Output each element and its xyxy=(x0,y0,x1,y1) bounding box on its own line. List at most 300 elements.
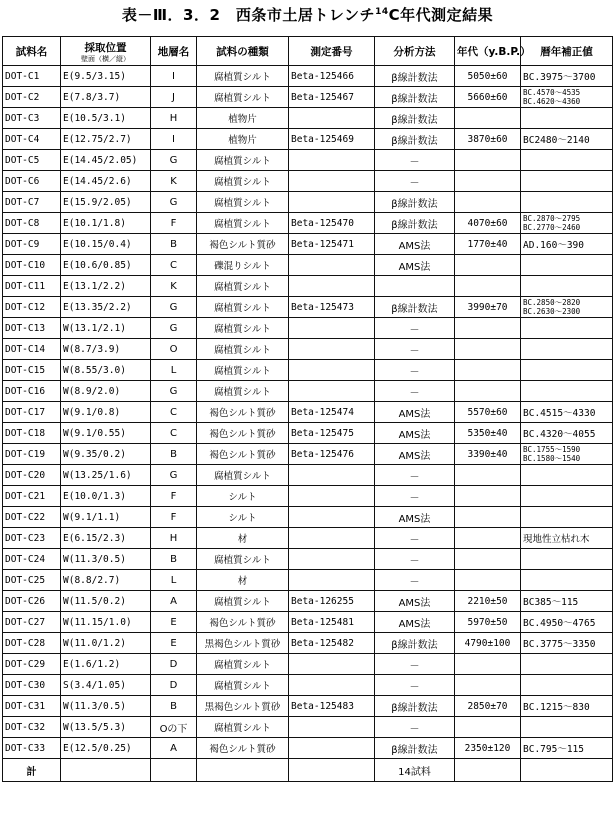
kind-cell: 腐植質シルト xyxy=(197,192,289,213)
sample-name-cell: DOT-C5 xyxy=(3,150,61,171)
age-cell: 2210±50 xyxy=(455,591,521,612)
age-cell xyxy=(455,549,521,570)
layer-cell: Oの下 xyxy=(151,717,197,738)
method-cell: β線計数法 xyxy=(375,738,455,759)
calibrated-cell xyxy=(521,318,613,339)
table-row xyxy=(3,591,613,612)
table-row xyxy=(3,423,613,444)
measurement-number-cell: Beta-125470 xyxy=(289,213,375,234)
position-cell: E(9.5/3.15) xyxy=(61,66,151,87)
header-number: 測定番号 xyxy=(289,37,375,66)
measurement-number-cell: Beta-125481 xyxy=(289,612,375,633)
table-row xyxy=(3,66,613,87)
method-cell: AMS法 xyxy=(375,234,455,255)
calibrated-range-a: BC.4570～4535 xyxy=(523,88,581,97)
kind-cell: 植物片 xyxy=(197,108,289,129)
age-cell: 2850±70 xyxy=(455,696,521,717)
calibrated-cell: BC2480～2140 xyxy=(521,129,613,150)
header-calibrated: 暦年補正値 xyxy=(521,37,613,66)
position-cell: W(13.5/5.3) xyxy=(61,717,151,738)
measurement-number-cell xyxy=(289,465,375,486)
layer-cell: G xyxy=(151,150,197,171)
age-cell xyxy=(455,255,521,276)
table-row xyxy=(3,444,613,465)
age-cell: 4070±60 xyxy=(455,213,521,234)
age-cell: 4790±100 xyxy=(455,633,521,654)
kind-cell: 腐植質シルト xyxy=(197,381,289,402)
layer-cell: C xyxy=(151,423,197,444)
layer-cell: E xyxy=(151,633,197,654)
calibrated-cell: AD.160～390 xyxy=(521,234,613,255)
layer-cell: I xyxy=(151,129,197,150)
table-row xyxy=(3,129,613,150)
method-cell: － xyxy=(375,150,455,171)
sample-name-cell: DOT-C19 xyxy=(3,444,61,465)
sample-name-cell: DOT-C4 xyxy=(3,129,61,150)
method-cell: AMS法 xyxy=(375,255,455,276)
table-row xyxy=(3,654,613,675)
header-position-sub: 壁面（横／縦） xyxy=(81,54,130,63)
position-cell: W(13.25/1.6) xyxy=(61,465,151,486)
calibrated-cell: BC.3975～3700 xyxy=(521,66,613,87)
age-cell xyxy=(455,507,521,528)
table-row xyxy=(3,150,613,171)
measurement-number-cell xyxy=(289,255,375,276)
position-cell: W(11.3/0.5) xyxy=(61,549,151,570)
sample-name-cell: DOT-C29 xyxy=(3,654,61,675)
position-cell: E(12.75/2.7) xyxy=(61,129,151,150)
total-row xyxy=(3,759,613,782)
sample-name-cell: DOT-C20 xyxy=(3,465,61,486)
table-row xyxy=(3,171,613,192)
calibrated-cell: BC.4515～4330 xyxy=(521,402,613,423)
table-row xyxy=(3,717,613,738)
sample-name-cell: DOT-C16 xyxy=(3,381,61,402)
calibrated-cell: BC.4950～4765 xyxy=(521,612,613,633)
measurement-number-cell xyxy=(289,171,375,192)
kind-cell: 腐植質シルト xyxy=(197,150,289,171)
sample-name-cell: DOT-C32 xyxy=(3,717,61,738)
sample-name-cell: DOT-C28 xyxy=(3,633,61,654)
calibrated-cell xyxy=(521,171,613,192)
method-cell: － xyxy=(375,171,455,192)
kind-cell: 腐植質シルト xyxy=(197,318,289,339)
method-cell: － xyxy=(375,339,455,360)
calibrated-cell xyxy=(521,465,613,486)
position-cell: E(10.1/1.8) xyxy=(61,213,151,234)
position-cell: W(9.1/0.55) xyxy=(61,423,151,444)
layer-cell: D xyxy=(151,654,197,675)
method-cell: AMS法 xyxy=(375,591,455,612)
calibrated-cell: BC.3775～3350 xyxy=(521,633,613,654)
measurement-number-cell xyxy=(289,108,375,129)
table-row xyxy=(3,234,613,255)
kind-cell: 礫混りシルト xyxy=(197,255,289,276)
method-cell: β線計数法 xyxy=(375,297,455,318)
age-cell: 5660±60 xyxy=(455,87,521,108)
sample-name-cell: DOT-C30 xyxy=(3,675,61,696)
age-cell: 5970±50 xyxy=(455,612,521,633)
kind-cell: 褐色シルト質砂 xyxy=(197,444,289,465)
method-cell: β線計数法 xyxy=(375,87,455,108)
calibrated-cell: 現地性立枯れ木 xyxy=(521,528,613,549)
calibrated-cell xyxy=(521,486,613,507)
sample-name-cell: DOT-C12 xyxy=(3,297,61,318)
method-cell: AMS法 xyxy=(375,444,455,465)
kind-cell: 植物片 xyxy=(197,129,289,150)
sample-name-cell: DOT-C27 xyxy=(3,612,61,633)
header-method: 分析方法 xyxy=(375,37,455,66)
table-body xyxy=(3,66,613,759)
age-cell xyxy=(455,570,521,591)
method-cell: β線計数法 xyxy=(375,213,455,234)
layer-cell: D xyxy=(151,675,197,696)
table-row xyxy=(3,486,613,507)
measurement-number-cell: Beta-125483 xyxy=(289,696,375,717)
kind-cell: シルト xyxy=(197,486,289,507)
table-row xyxy=(3,255,613,276)
kind-cell: 褐色シルト質砂 xyxy=(197,612,289,633)
measurement-number-cell: Beta-125475 xyxy=(289,423,375,444)
method-cell: β線計数法 xyxy=(375,192,455,213)
position-cell: E(12.5/0.25) xyxy=(61,738,151,759)
total-empty-cell xyxy=(455,759,521,782)
layer-cell: B xyxy=(151,234,197,255)
calibrated-range-b: BC.4620～4360 xyxy=(523,97,581,106)
header-layer: 地層名 xyxy=(151,37,197,66)
method-cell: β線計数法 xyxy=(375,66,455,87)
layer-cell: B xyxy=(151,696,197,717)
position-cell: E(15.9/2.05) xyxy=(61,192,151,213)
calibrated-range-a: BC.2850～2820 xyxy=(523,298,581,307)
sample-name-cell: DOT-C33 xyxy=(3,738,61,759)
layer-cell: J xyxy=(151,87,197,108)
position-cell: E(10.0/1.3) xyxy=(61,486,151,507)
kind-cell: 材 xyxy=(197,528,289,549)
position-cell: E(7.8/3.7) xyxy=(61,87,151,108)
method-cell: β線計数法 xyxy=(375,633,455,654)
position-cell: E(13.35/2.2) xyxy=(61,297,151,318)
position-cell: E(10.15/0.4) xyxy=(61,234,151,255)
kind-cell: 黒褐色シルト質砂 xyxy=(197,696,289,717)
position-cell: W(9.35/0.2) xyxy=(61,444,151,465)
age-cell xyxy=(455,381,521,402)
kind-cell: 腐植質シルト xyxy=(197,549,289,570)
total-empty-cell xyxy=(197,759,289,782)
measurement-number-cell: Beta-125471 xyxy=(289,234,375,255)
age-cell xyxy=(455,465,521,486)
table-row xyxy=(3,297,613,318)
header-kind: 試料の種類 xyxy=(197,37,289,66)
layer-cell: E xyxy=(151,612,197,633)
sample-name-cell: DOT-C10 xyxy=(3,255,61,276)
sample-name-cell: DOT-C11 xyxy=(3,276,61,297)
kind-cell: 褐色シルト質砂 xyxy=(197,738,289,759)
kind-cell: 腐植質シルト xyxy=(197,465,289,486)
layer-cell: F xyxy=(151,486,197,507)
layer-cell: C xyxy=(151,402,197,423)
calibrated-cell xyxy=(521,339,613,360)
age-cell xyxy=(455,192,521,213)
position-cell: W(11.15/1.0) xyxy=(61,612,151,633)
kind-cell: 腐植質シルト xyxy=(197,360,289,381)
sample-name-cell: DOT-C8 xyxy=(3,213,61,234)
total-empty-cell xyxy=(289,759,375,782)
kind-cell: 褐色シルト質砂 xyxy=(197,423,289,444)
age-cell xyxy=(455,486,521,507)
table-row xyxy=(3,570,613,591)
layer-cell: G xyxy=(151,465,197,486)
table-row xyxy=(3,465,613,486)
measurement-number-cell xyxy=(289,549,375,570)
age-cell xyxy=(455,654,521,675)
age-cell xyxy=(455,675,521,696)
measurement-number-cell: Beta-125482 xyxy=(289,633,375,654)
layer-cell: O xyxy=(151,339,197,360)
measurement-number-cell xyxy=(289,486,375,507)
kind-cell: 腐植質シルト xyxy=(197,171,289,192)
method-cell: － xyxy=(375,360,455,381)
measurement-number-cell: Beta-125466 xyxy=(289,66,375,87)
sample-name-cell: DOT-C21 xyxy=(3,486,61,507)
calibrated-cell xyxy=(521,150,613,171)
table-row xyxy=(3,87,613,108)
age-cell xyxy=(455,150,521,171)
position-cell: E(10.6/0.85) xyxy=(61,255,151,276)
method-cell: － xyxy=(375,528,455,549)
method-cell: － xyxy=(375,381,455,402)
sample-name-cell: DOT-C14 xyxy=(3,339,61,360)
measurement-number-cell xyxy=(289,192,375,213)
kind-cell: 腐植質シルト xyxy=(197,654,289,675)
calibrated-cell: BC.795～115 xyxy=(521,738,613,759)
method-cell: AMS法 xyxy=(375,423,455,444)
table-row xyxy=(3,675,613,696)
header-position-label: 採取位置 xyxy=(84,41,127,54)
measurement-number-cell xyxy=(289,570,375,591)
table-row xyxy=(3,528,613,549)
sample-name-cell: DOT-C1 xyxy=(3,66,61,87)
sample-name-cell: DOT-C31 xyxy=(3,696,61,717)
sample-name-cell: DOT-C3 xyxy=(3,108,61,129)
calibrated-range-b: BC.1580～1540 xyxy=(523,454,581,463)
table-row xyxy=(3,192,613,213)
position-cell: E(10.5/3.1) xyxy=(61,108,151,129)
kind-cell: シルト xyxy=(197,507,289,528)
measurement-number-cell: Beta-125473 xyxy=(289,297,375,318)
calibrated-cell xyxy=(521,570,613,591)
layer-cell: L xyxy=(151,360,197,381)
calibrated-cell xyxy=(521,675,613,696)
layer-cell: L xyxy=(151,570,197,591)
measurement-number-cell xyxy=(289,318,375,339)
calibrated-cell xyxy=(521,213,613,234)
calibrated-cell xyxy=(521,255,613,276)
header-sample-name: 試料名 xyxy=(3,37,61,66)
calibrated-cell xyxy=(521,507,613,528)
kind-cell: 腐植質シルト xyxy=(197,87,289,108)
method-cell: － xyxy=(375,465,455,486)
table-row xyxy=(3,318,613,339)
calibrated-cell xyxy=(521,360,613,381)
measurement-number-cell xyxy=(289,339,375,360)
total-empty-cell xyxy=(521,759,613,782)
method-cell: － xyxy=(375,570,455,591)
method-cell: AMS法 xyxy=(375,612,455,633)
measurement-number-cell xyxy=(289,360,375,381)
layer-cell: C xyxy=(151,255,197,276)
title-superscript: 14 xyxy=(375,7,389,17)
age-cell xyxy=(455,318,521,339)
layer-cell: A xyxy=(151,738,197,759)
calibrated-cell: BC385～115 xyxy=(521,591,613,612)
calibrated-cell xyxy=(521,381,613,402)
layer-cell: H xyxy=(151,108,197,129)
position-cell: W(9.1/0.8) xyxy=(61,402,151,423)
layer-cell: F xyxy=(151,213,197,234)
position-cell: W(13.1/2.1) xyxy=(61,318,151,339)
kind-cell: 材 xyxy=(197,570,289,591)
table-row xyxy=(3,696,613,717)
position-cell: W(8.7/3.9) xyxy=(61,339,151,360)
age-cell xyxy=(455,717,521,738)
position-cell: W(8.55/3.0) xyxy=(61,360,151,381)
sample-name-cell: DOT-C25 xyxy=(3,570,61,591)
table-row xyxy=(3,339,613,360)
sample-name-cell: DOT-C2 xyxy=(3,87,61,108)
position-cell: W(8.9/2.0) xyxy=(61,381,151,402)
method-cell: － xyxy=(375,549,455,570)
kind-cell: 黒褐色シルト質砂 xyxy=(197,633,289,654)
kind-cell: 褐色シルト質砂 xyxy=(197,234,289,255)
table-row xyxy=(3,549,613,570)
method-cell xyxy=(375,276,455,297)
sample-name-cell: DOT-C23 xyxy=(3,528,61,549)
layer-cell: K xyxy=(151,276,197,297)
age-cell: 5050±60 xyxy=(455,66,521,87)
age-cell: 1770±40 xyxy=(455,234,521,255)
position-cell: E(14.45/2.6) xyxy=(61,171,151,192)
method-cell: β線計数法 xyxy=(375,129,455,150)
measurement-number-cell xyxy=(289,528,375,549)
position-cell: W(11.0/1.2) xyxy=(61,633,151,654)
method-cell: － xyxy=(375,654,455,675)
age-cell xyxy=(455,339,521,360)
layer-cell: B xyxy=(151,444,197,465)
table-row xyxy=(3,276,613,297)
header-age: 年代（y.B.P.） xyxy=(455,37,521,66)
position-cell: W(9.1/1.1) xyxy=(61,507,151,528)
sample-name-cell: DOT-C26 xyxy=(3,591,61,612)
position-cell: W(11.5/0.2) xyxy=(61,591,151,612)
position-cell: W(11.3/0.5) xyxy=(61,696,151,717)
age-cell xyxy=(455,108,521,129)
radiocarbon-results-table xyxy=(2,36,613,782)
table-row xyxy=(3,612,613,633)
calibrated-cell xyxy=(521,276,613,297)
age-cell xyxy=(455,171,521,192)
sample-name-cell: DOT-C17 xyxy=(3,402,61,423)
method-cell: － xyxy=(375,318,455,339)
header-position xyxy=(61,37,151,66)
sample-name-cell: DOT-C13 xyxy=(3,318,61,339)
kind-cell: 褐色シルト質砂 xyxy=(197,402,289,423)
calibrated-cell xyxy=(521,717,613,738)
method-cell: β線計数法 xyxy=(375,108,455,129)
age-cell: 2350±120 xyxy=(455,738,521,759)
total-count: 14試料 xyxy=(375,759,455,782)
kind-cell: 腐植質シルト xyxy=(197,66,289,87)
age-cell: 3990±70 xyxy=(455,297,521,318)
table-row xyxy=(3,402,613,423)
table-row xyxy=(3,381,613,402)
layer-cell: G xyxy=(151,318,197,339)
layer-cell: F xyxy=(151,507,197,528)
age-cell xyxy=(455,360,521,381)
method-cell: － xyxy=(375,486,455,507)
layer-cell: B xyxy=(151,549,197,570)
calibrated-cell xyxy=(521,297,613,318)
method-cell: AMS法 xyxy=(375,507,455,528)
table-row xyxy=(3,360,613,381)
total-empty-cell xyxy=(151,759,197,782)
layer-cell: H xyxy=(151,528,197,549)
measurement-number-cell: Beta-125474 xyxy=(289,402,375,423)
calibrated-cell xyxy=(521,444,613,465)
sample-name-cell: DOT-C9 xyxy=(3,234,61,255)
method-cell: AMS法 xyxy=(375,402,455,423)
table-row xyxy=(3,633,613,654)
method-cell: － xyxy=(375,675,455,696)
table-row xyxy=(3,507,613,528)
calibrated-range-b: BC.2770～2460 xyxy=(523,223,581,232)
calibrated-range-a: BC.1755～1590 xyxy=(523,445,581,454)
age-cell: 3390±40 xyxy=(455,444,521,465)
measurement-number-cell xyxy=(289,717,375,738)
position-cell: S(3.4/1.05) xyxy=(61,675,151,696)
calibrated-cell xyxy=(521,87,613,108)
position-cell: E(6.15/2.3) xyxy=(61,528,151,549)
age-cell xyxy=(455,528,521,549)
sample-name-cell: DOT-C22 xyxy=(3,507,61,528)
table-row xyxy=(3,738,613,759)
layer-cell: K xyxy=(151,171,197,192)
measurement-number-cell xyxy=(289,675,375,696)
calibrated-cell xyxy=(521,108,613,129)
kind-cell: 腐植質シルト xyxy=(197,297,289,318)
calibrated-cell xyxy=(521,549,613,570)
sample-name-cell: DOT-C7 xyxy=(3,192,61,213)
sample-name-cell: DOT-C15 xyxy=(3,360,61,381)
layer-cell: I xyxy=(151,66,197,87)
position-cell: W(8.8/2.7) xyxy=(61,570,151,591)
layer-cell: G xyxy=(151,192,197,213)
layer-cell: G xyxy=(151,297,197,318)
table-row xyxy=(3,108,613,129)
position-cell: E(1.6/1.2) xyxy=(61,654,151,675)
age-cell: 3870±60 xyxy=(455,129,521,150)
method-cell: － xyxy=(375,717,455,738)
kind-cell: 腐植質シルト xyxy=(197,213,289,234)
kind-cell: 腐植質シルト xyxy=(197,339,289,360)
method-cell: β線計数法 xyxy=(375,696,455,717)
measurement-number-cell xyxy=(289,507,375,528)
measurement-number-cell xyxy=(289,150,375,171)
calibrated-cell: BC.4320～4055 xyxy=(521,423,613,444)
title-rest: C年代測定結果 xyxy=(388,6,494,24)
layer-cell: A xyxy=(151,591,197,612)
measurement-number-cell: Beta-126255 xyxy=(289,591,375,612)
